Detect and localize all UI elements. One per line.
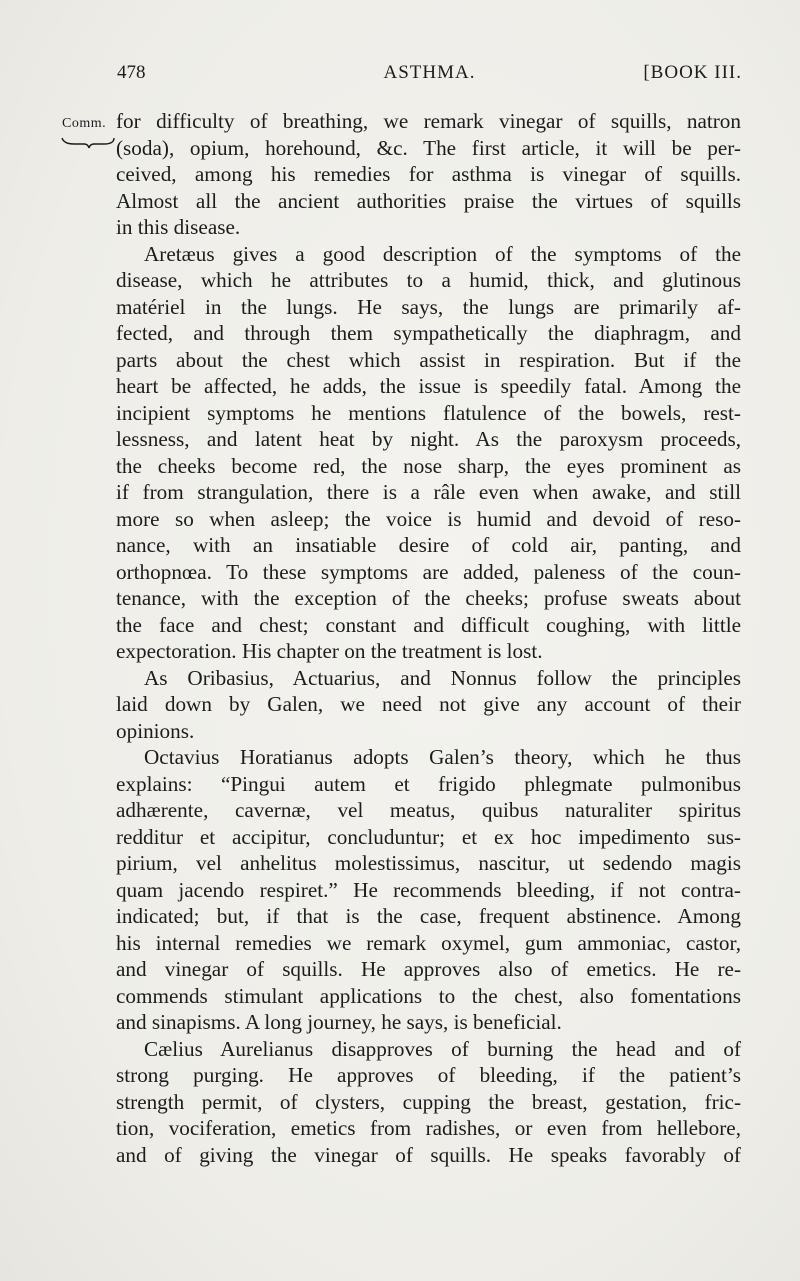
text-line: laid down by Galen, we need not give any account of their	[116, 692, 741, 716]
text-line: indicated; but, if that is the case, frequent abstinence. Among	[116, 904, 741, 928]
text-line: his internal remedies we remark oxymel, gum ammoniac, castor,	[116, 930, 741, 955]
text-line: and sinapisms. A long journey, he says, is beneficial.	[116, 1010, 562, 1034]
text-line: (soda), opium, horehound, &c. The first article, it will be per-	[116, 135, 741, 160]
text-line: parts about the chest which assist in respiration. But if the	[116, 347, 741, 372]
text-line: matériel in the lungs. He says, the lungs are primarily af-	[116, 294, 741, 319]
text-line: ceived, among his remedies for asthma is vinegar of squills.	[116, 162, 741, 186]
text-line: opinions.	[116, 718, 195, 743]
text-line: incipient symptoms he mentions flatulence of the bowels, rest-	[116, 400, 741, 425]
text-line: disease, which he attributes to a humid, thick, and glutinous	[116, 268, 741, 292]
text-line: pirium, vel anhelitus molestissimus, nascitur, ut sedendo magis	[116, 851, 741, 875]
text-line: strength permit, of clysters, cupping the breast, gestation, fric-	[116, 1089, 741, 1114]
margin-brace-icon	[60, 134, 116, 150]
text-line: heart be affected, he adds, the issue is speedily fatal. Among the	[116, 374, 741, 398]
margin-note: Comm.	[62, 116, 107, 131]
book-label: [BOOK III.	[643, 62, 742, 83]
text-line: strong purging. He approves of bleeding, if the patient’s	[116, 1063, 741, 1087]
text-line: the cheeks become red, the nose sharp, the eyes prominent as	[116, 453, 741, 478]
text-line: more so when asleep; the voice is humid and devoid of reso-	[116, 506, 741, 531]
text-line: As Oribasius, Actuarius, and Nonnus follow the principles	[144, 665, 741, 690]
text-line: explains: “Pingui autem et frigido phlegmate pulmonibus	[116, 771, 741, 796]
text-line: orthopnœa. To these symptoms are added, paleness of the coun-	[116, 559, 741, 584]
text-line: and of giving the vinegar of squills. He speaks favorably of	[116, 1142, 741, 1167]
text-line: and vinegar of squills. He approves also of emetics. He re-	[116, 957, 741, 981]
running-title: ASTHMA.	[383, 62, 476, 83]
text-line: the face and chest; constant and difficult coughing, with little	[116, 612, 741, 637]
text-line: Octavius Horatianus adopts Galen’s theory, which he thus	[144, 745, 741, 769]
body-text	[116, 108, 741, 1168]
text-line: Cælius Aurelianus disapproves of burning the head and of	[144, 1036, 741, 1061]
text-line: Almost all the ancient authorities praise the virtues of squills	[116, 188, 741, 213]
text-line: redditur et accipitur, concluduntur; et ex hoc impedimento sus-	[116, 824, 741, 849]
text-line: nance, with an insatiable desire of cold air, panting, and	[116, 533, 741, 557]
page-number: 478	[117, 62, 146, 83]
text-line: adhærente, cavernæ, vel meatus, quibus naturaliter spiritus	[116, 798, 741, 822]
text-line: Aretæus gives a good description of the symptoms of the	[144, 241, 741, 266]
text-line: tenance, with the exception of the cheeks; profuse sweats about	[116, 586, 741, 610]
text-line: in this disease.	[116, 215, 241, 239]
text-line: fected, and through them sympathetically the diaphragm, and	[116, 321, 741, 345]
text-line: if from strangulation, there is a râle even when awake, and still	[116, 480, 741, 504]
text-line: quam jacendo respiret.” He recommends bleeding, if not contra-	[116, 877, 741, 902]
text-line: commends stimulant applications to the chest, also fomentations	[116, 983, 741, 1008]
running-header	[117, 62, 742, 90]
text-line: expectoration. His chapter on the treatment is lost.	[116, 639, 543, 663]
text-line: tion, vociferation, emetics from radishes, or even from hellebore,	[116, 1116, 741, 1140]
text-line: for difficulty of breathing, we remark vinegar of squills, natron	[116, 109, 741, 133]
text-line: lessness, and latent heat by night. As the paroxysm proceeds,	[116, 427, 741, 451]
